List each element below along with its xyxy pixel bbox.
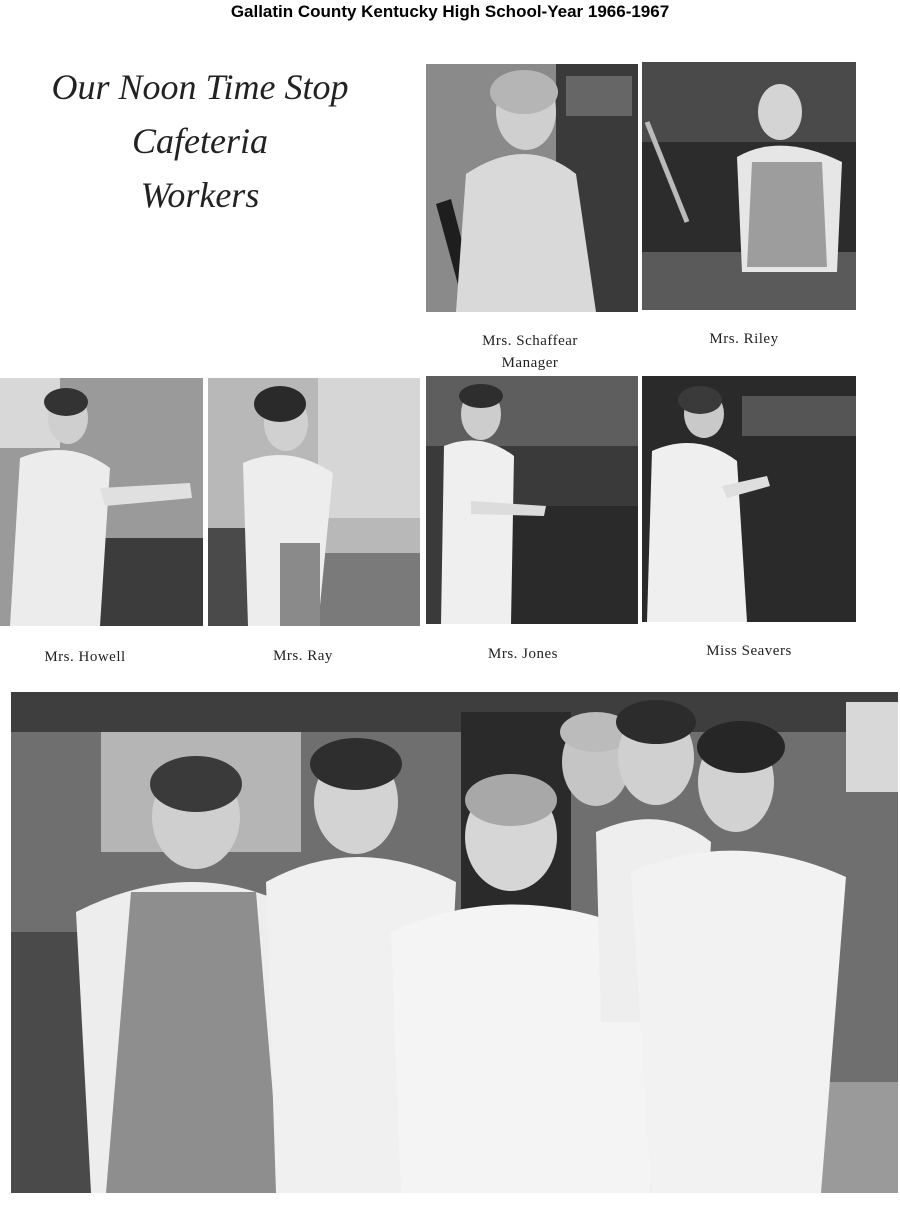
page-title-line-3: Workers <box>140 175 260 215</box>
photo-mrs-schaffear <box>426 64 638 312</box>
caption-mrs-schaffear-role: Manager <box>501 355 559 371</box>
caption-mrs-riley: Mrs. Riley <box>709 331 779 347</box>
caption-mrs-schaffear <box>440 330 620 374</box>
photo-mrs-riley <box>642 62 856 310</box>
photo-mrs-ray <box>208 378 420 626</box>
caption-mrs-ray: Mrs. Ray <box>273 648 333 664</box>
page-header: Gallatin County Kentucky High School-Year 1966-1967 <box>230 2 670 21</box>
caption-mrs-howell: Mrs. Howell <box>44 649 126 665</box>
photo-mrs-howell <box>0 378 203 626</box>
group-photo-cafeteria-workers <box>11 692 898 1193</box>
photo-miss-seavers <box>642 376 856 622</box>
caption-miss-seavers: Miss Seavers <box>706 643 792 659</box>
page-title <box>20 60 380 222</box>
page-title-line-2: Cafeteria <box>132 121 268 161</box>
caption-mrs-schaffear-name: Mrs. Schaffear <box>482 333 578 349</box>
page-title-line-1: Our Noon Time Stop <box>51 67 349 107</box>
caption-mrs-jones: Mrs. Jones <box>487 646 558 662</box>
photo-mrs-jones <box>426 376 638 624</box>
